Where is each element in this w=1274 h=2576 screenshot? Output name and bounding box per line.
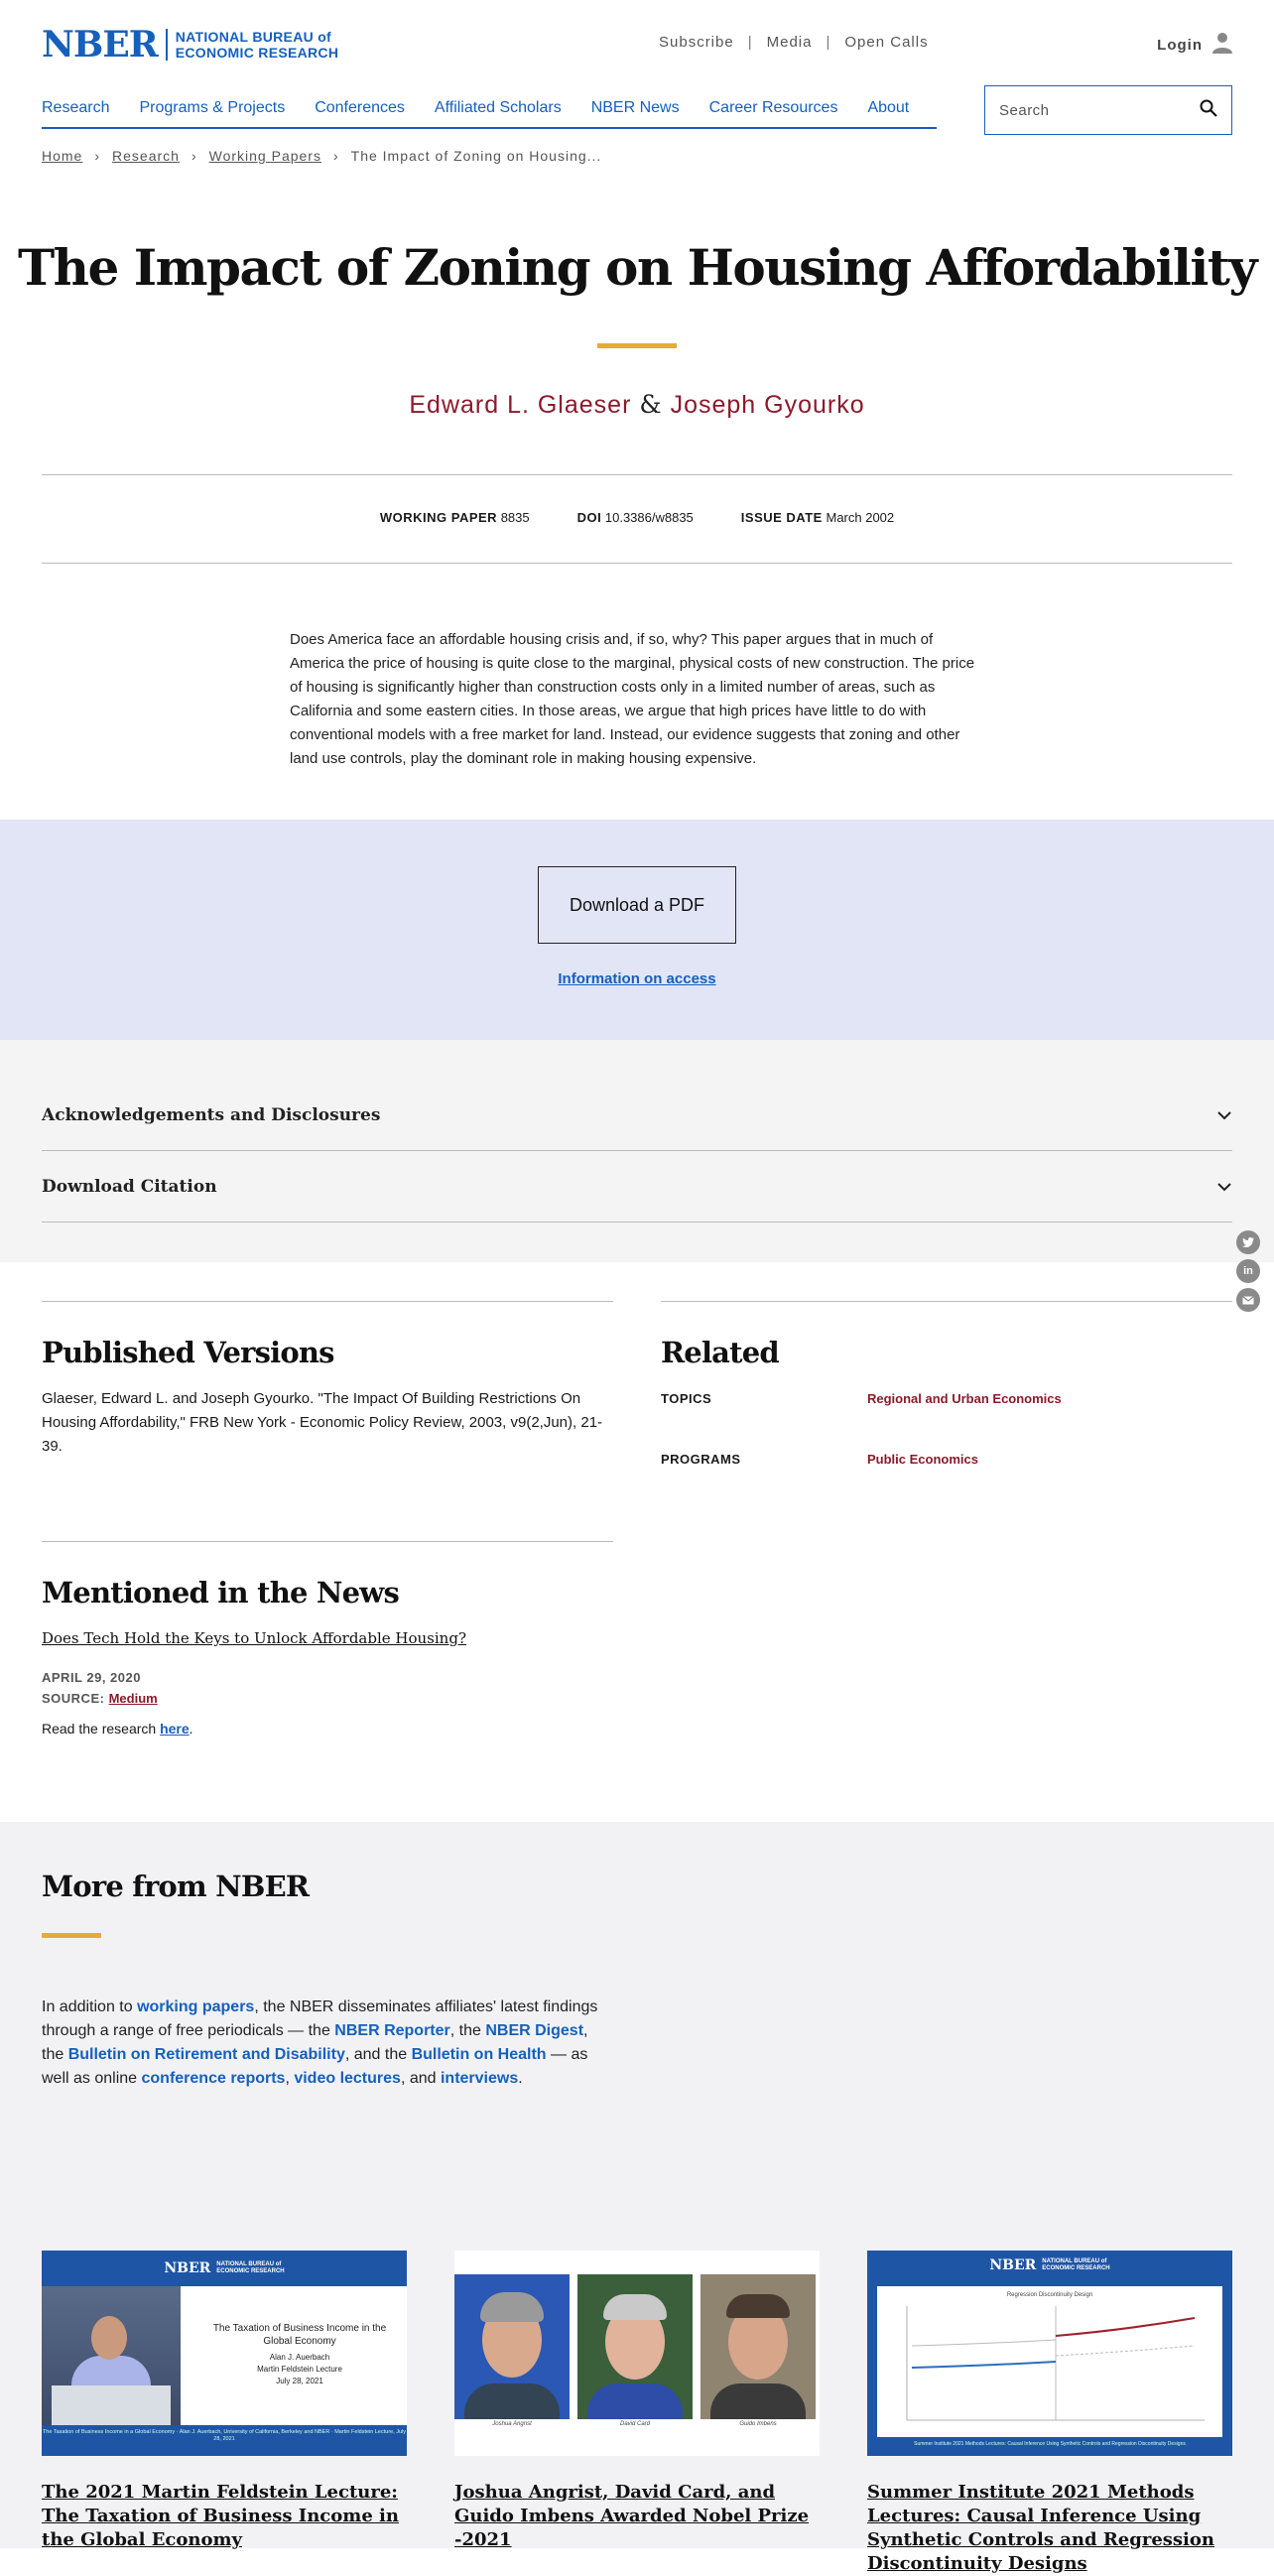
more-from-nber-heading: More from NBER: [42, 1869, 310, 1903]
breadcrumb-research[interactable]: Research: [112, 148, 180, 164]
breadcrumb-home[interactable]: Home: [42, 148, 83, 164]
meta-divider-top: [42, 474, 1232, 475]
photo-angrist: [454, 2274, 570, 2419]
rd-plot-thumbnail: Regression Discontinuity Design: [877, 2286, 1222, 2437]
bulletin-retirement-link[interactable]: Bulletin on Retirement and Disability: [67, 2046, 345, 2063]
chevron-right-icon: ›: [191, 148, 197, 164]
title-accent-bar: [597, 343, 677, 348]
main-nav: [42, 99, 937, 129]
information-on-access-link[interactable]: Information on access: [558, 970, 716, 987]
util-separator: |: [747, 34, 753, 51]
conference-reports-link[interactable]: conference reports: [141, 2070, 286, 2087]
nav-conferences[interactable]: Conferences: [315, 99, 405, 116]
interviews-link[interactable]: interviews: [440, 2070, 519, 2087]
mentioned-in-news-heading: Mentioned in the News: [42, 1576, 399, 1610]
lecturer-photo: [42, 2286, 181, 2425]
photo-caption: Guido Imbens: [739, 2421, 777, 2427]
paper-meta: [0, 510, 1274, 525]
breadcrumb-current: The Impact of Zoning on Housing...: [350, 148, 602, 164]
topic-link-regional-urban[interactable]: Regional and Urban Economics: [867, 1391, 1062, 1406]
card-banner: NBER NATIONAL BUREAU of ECONOMIC RESEARCH: [989, 2257, 1110, 2273]
accordion-label: Acknowledgements and Disclosures: [42, 1104, 381, 1125]
twitter-icon[interactable]: [1236, 1230, 1260, 1254]
nber-digest-link[interactable]: NBER Digest: [485, 2022, 584, 2039]
lecture-slide: The Taxation of Business Income in the Global Economy Alan J. Auerbach Martin Feldstein Lecture July 28, 2021: [212, 2323, 387, 2385]
working-paper-number: WORKING PAPER 8835: [379, 510, 530, 525]
nav-nber-news[interactable]: NBER News: [590, 99, 680, 116]
programs-label: PROGRAMS: [661, 1452, 741, 1467]
open-calls-link[interactable]: Open Calls: [844, 34, 929, 51]
nav-affiliated-scholars[interactable]: Affiliated Scholars: [434, 99, 562, 116]
login-button[interactable]: [1157, 32, 1232, 58]
published-versions-heading: Published Versions: [42, 1336, 334, 1369]
logo-divider: [166, 29, 168, 61]
nav-career-resources[interactable]: Career Resources: [708, 99, 838, 116]
card-image-nobel-prize[interactable]: [454, 2251, 820, 2456]
card-title-feldstein-lecture[interactable]: The 2021 Martin Feldstein Lecture: The Taxation of Business Income in the Global Economy: [42, 2482, 399, 2550]
video-lectures-link[interactable]: video lectures: [294, 2070, 401, 2087]
chevron-right-icon: ›: [94, 148, 101, 164]
login-label: Login: [1157, 36, 1203, 54]
download-pdf-button[interactable]: Download a PDF: [538, 866, 736, 944]
bulletin-health-link[interactable]: Bulletin on Health: [411, 2046, 547, 2063]
photo-caption: Joshua Angrist: [492, 2421, 532, 2427]
email-icon[interactable]: [1236, 1288, 1260, 1312]
more-accent-bar: [42, 1933, 101, 1938]
nav-about[interactable]: About: [867, 99, 910, 116]
search-input[interactable]: [999, 102, 1178, 119]
chevron-right-icon: ›: [332, 148, 339, 164]
more-from-nber-text: In addition to working papers, the NBER disseminates affiliates' latest findings through a range of free periodicals — the NBER Reporter, the NBER Digest, the Bulletin on Retirement and Disability, and the Bulletin on Health — as well as online conference reports, video lectures, and interviews.: [42, 1998, 598, 2087]
media-link[interactable]: Media: [766, 34, 813, 51]
author-separator: &: [639, 390, 663, 419]
nber-logo[interactable]: [42, 24, 338, 65]
doi: DOI 10.3386/w8835: [576, 510, 694, 525]
accordion-acknowledgements[interactable]: [42, 1080, 1232, 1151]
news-divider: [42, 1541, 613, 1542]
user-icon: [1212, 32, 1232, 58]
topics-label: TOPICS: [661, 1391, 712, 1406]
news-article-link[interactable]: Does Tech Hold the Keys to Unlock Affordable Housing?: [42, 1629, 466, 1647]
related-heading: Related: [661, 1336, 779, 1369]
card-banner: NBER NATIONAL BUREAU of ECONOMIC RESEARCH: [42, 2251, 407, 2286]
authors: [0, 390, 1274, 420]
news-source: SOURCE: Medium: [42, 1691, 158, 1706]
chevron-down-icon: [1216, 1110, 1232, 1120]
card-title-nobel-prize[interactable]: Joshua Angrist, David Card, and Guido Imbens Awarded Nobel Prize -2021: [454, 2482, 810, 2550]
card-title-methods-lectures[interactable]: Summer Institute 2021 Methods Lectures: Causal Inference Using Synthetic Controls and Regression Discontinuity Designs: [867, 2482, 1214, 2574]
util-separator: |: [826, 34, 831, 51]
working-papers-link[interactable]: working papers: [137, 1998, 255, 2015]
breadcrumb: [42, 148, 601, 164]
photo-imbens: [701, 2274, 816, 2419]
photo-caption: David Card: [619, 2421, 650, 2427]
card-image-feldstein-lecture[interactable]: [42, 2251, 407, 2456]
news-source-link[interactable]: Medium: [108, 1691, 158, 1706]
read-research-here-link[interactable]: here: [160, 1721, 190, 1737]
abstract: Does America face an affordable housing crisis and, if so, why? This paper argues that in much of America the price of housing is quite close to the marginal, physical costs of new construction. The price of housing is significantly higher than construction costs only in a limited number of areas, such as California and some eastern cities. In those areas, we argue that high prices have little to do with conventional models with a free market for land. Instead, our evidence suggests that zoning and other land use controls, play the dominant role in making housing expensive.: [290, 631, 975, 767]
author-link-gyourko[interactable]: Joseph Gyourko: [670, 391, 865, 419]
published-version-citation: Glaeser, Edward L. and Joseph Gyourko. "The Impact Of Building Restrictions On Housing Affordability," FRB New York - Economic Policy Review, 2003, v9(2,Jun), 21-39.: [42, 1390, 603, 1455]
nav-programs-projects[interactable]: Programs & Projects: [139, 99, 286, 116]
related-divider: [661, 1301, 1232, 1302]
search-icon[interactable]: [1200, 99, 1217, 122]
photo-card: [577, 2274, 693, 2419]
news-date: APRIL 29, 2020: [42, 1670, 141, 1685]
accordion-download-citation[interactable]: [42, 1151, 1232, 1223]
author-link-glaeser[interactable]: Edward L. Glaeser: [409, 391, 632, 419]
card-footer-text: Summer Institute 2021 Methods Lectures: Causal Inference Using Synthetic Controls and Regression Discontinuity Designs: [914, 2441, 1186, 2447]
page-title: The Impact of Zoning on Housing Affordability: [17, 238, 1257, 297]
news-read-research: Read the research here.: [42, 1721, 193, 1737]
meta-divider-bottom: [42, 563, 1232, 564]
published-divider: [42, 1301, 613, 1302]
utility-nav: [659, 34, 929, 51]
accordion-label: Download Citation: [42, 1176, 217, 1197]
linkedin-icon[interactable]: in: [1236, 1259, 1260, 1283]
chevron-down-icon: [1216, 1182, 1232, 1192]
search-box: [984, 85, 1232, 135]
card-image-methods-lectures[interactable]: [867, 2251, 1232, 2456]
nber-reporter-link[interactable]: NBER Reporter: [334, 2022, 450, 2039]
issue-date: ISSUE DATE March 2002: [740, 510, 895, 525]
logo-text: NATIONAL BUREAU of ECONOMIC RESEARCH: [175, 29, 339, 61]
program-link-public-economics[interactable]: Public Economics: [867, 1452, 978, 1467]
logo-mark: NBER: [42, 24, 158, 65]
video-footer: The Taxation of Business Income in a Global Economy · Alan J. Auerbach, University of California, Berkeley and NBER · Martin Feldstein Lecture, July 28, 2021: [42, 2425, 407, 2456]
nav-research[interactable]: Research: [42, 99, 110, 116]
subscribe-link[interactable]: Subscribe: [659, 34, 734, 51]
breadcrumb-working-papers[interactable]: Working Papers: [208, 148, 321, 164]
